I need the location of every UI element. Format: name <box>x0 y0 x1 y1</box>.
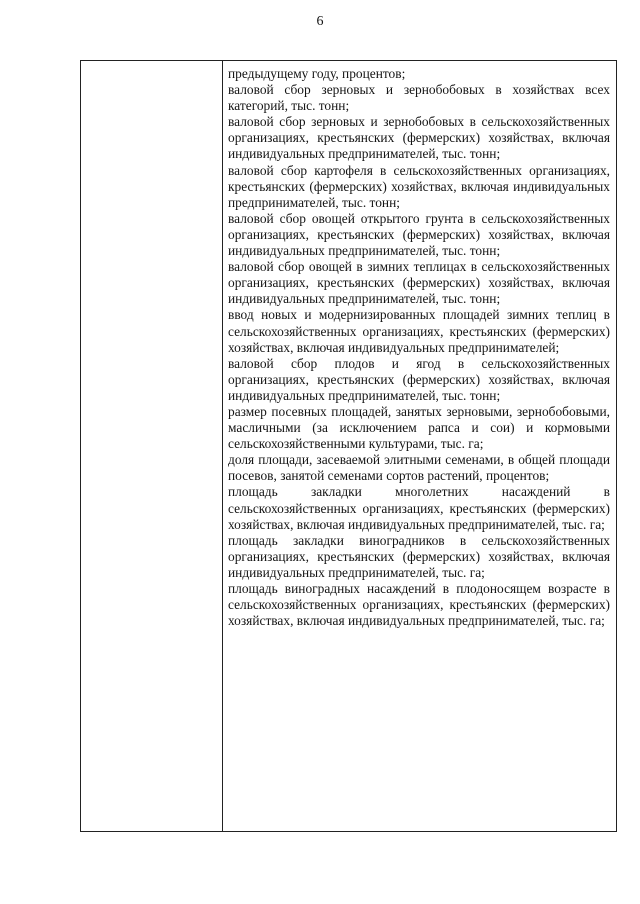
indicator-item: валовой сбор картофеля в сельскохозяйственных организациях, крестьянских (фермерских) хозяйствах, включая индивидуальных предпринимателей, тыс. тонн; <box>228 162 610 210</box>
indicator-item: предыдущему году, процентов; <box>228 66 406 81</box>
indicator-item: валовой сбор овощей в зимних теплицах в сельскохозяйственных организациях, крестьянских (фермерских) хозяйствах, включая индивидуальных предпринимателей, тыс. тонн; <box>228 259 610 307</box>
indicator-item: ввод новых и модернизированных площадей зимних теплиц в сельскохозяйственных организациях, крестьянских (фермерских) хозяйствах, включая индивидуальных предпринимателей; <box>228 307 610 355</box>
indicator-item: валовой сбор зерновых и зернобобовых в хозяйствах всех категорий, тыс. тонн; <box>228 82 610 114</box>
indicator-item: валовой сбор зерновых и зернобобовых в сельскохозяйственных организациях, крестьянских (фермерских) хозяйствах, включая индивидуальных предпринимателей, тыс. тонн; <box>228 114 610 162</box>
indicator-item: валовой сбор овощей открытого грунта в сельскохозяйственных организациях, крестьянских (фермерских) хозяйствах, включая индивидуальных предпринимателей, тыс. тонн; <box>228 210 610 259</box>
table-left-cell <box>81 61 223 831</box>
table-right-cell <box>223 61 616 831</box>
indicator-item: размер посевных площадей, занятых зерновыми, зернобобовыми, масличными (за исключением рапса и сои) и кормовыми сельскохозяйственными культурами, тыс. га; <box>228 403 610 452</box>
indicator-item: площадь закладки виноградников в сельскохозяйственных организациях, крестьянских (фермерских) хозяйствах, включая индивидуальных предпринимателей, тыс. га; <box>228 532 610 580</box>
indicator-item: валовой сбор плодов и ягод в сельскохозяйственных организациях, крестьянских (фермерских) хозяйствах, включая индивидуальных предпринимателей, тыс. тонн; <box>228 355 610 403</box>
indicator-item: доля площади, засеваемой элитными семенами, в общей площади посевов, занятой семенами сортов растений, процентов; <box>228 452 610 484</box>
document-table <box>80 60 617 832</box>
page-number: 6 <box>316 14 324 29</box>
indicator-item: площадь закладки многолетних насаждений в сельскохозяйственных организациях, крестьянских (фермерских) хозяйствах, включая индивидуальных предпринимателей, тыс. га; <box>228 484 610 532</box>
indicator-item: площадь виноградных насаждений в плодоносящем возрасте в сельскохозяйственных организациях, крестьянских (фермерских) хозяйствах, включая индивидуальных предпринимателей, тыс. га; <box>228 581 610 629</box>
